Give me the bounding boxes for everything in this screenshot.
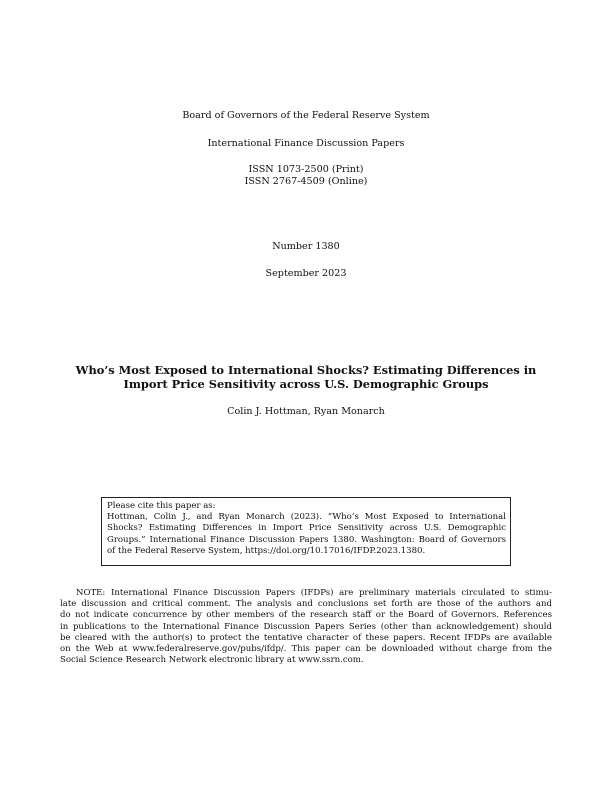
issue-date: September 2023 — [265, 268, 347, 279]
note-line: be cleared with the author(s) to protect the tentative character of these papers. Recent IFDPs are available — [60, 632, 552, 643]
note-line: NOTE: International Finance Discussion Papers (IFDPs) are preliminary materials circulated to stimu- — [76, 588, 552, 598]
paper-authors: Colin J. Hottman, Ryan Monarch — [227, 406, 385, 417]
paper-title-line-2: Import Price Sensitivity across U.S. Demographic Groups — [123, 376, 489, 391]
note-line: Social Science Research Network electronic library at www.ssrn.com. — [60, 655, 364, 666]
issn-print: ISSN 1073-2500 (Print) — [248, 164, 364, 175]
issn-online: ISSN 2767-4509 (Online) — [244, 176, 368, 187]
paper-title — [60, 364, 552, 391]
institution-name: Board of Governors of the Federal Reserve System — [182, 110, 430, 121]
note-line: in publications to the International Finance Discussion Papers Series (other than acknowledgement) should — [60, 621, 552, 632]
citation-line: Please cite this paper as: — [107, 501, 216, 511]
note-line: on the Web at www.federalreserve.gov/pubs/ifdp/. This paper can be downloaded without charge from the — [60, 644, 552, 655]
citation-line: Groups.” International Finance Discussion Papers 1380. Washington: Board of Governors — [107, 534, 506, 545]
disclaimer-note — [60, 588, 552, 666]
citation-line: Shocks? Estimating Differences in Import Price Sensitivity across U.S. Demographic — [107, 523, 506, 534]
citation-line: of the Federal Reserve System, https://doi.org/10.17016/IFDP.2023.1380. — [107, 545, 426, 556]
citation-box — [101, 497, 511, 566]
series-name: International Finance Discussion Papers — [207, 138, 405, 149]
note-line: do not indicate concurrence by other members of the research staff or the Board of Governors. References — [60, 610, 552, 621]
paper-title-line-1: Who’s Most Exposed to International Shocks? Estimating Differences in — [75, 363, 537, 377]
issue-number: Number 1380 — [272, 241, 340, 252]
citation-line: Hottman, Colin J., and Ryan Monarch (2023). “Who’s Most Exposed to International — [107, 512, 506, 523]
note-line: late discussion and critical comment. The analysis and conclusions set forth are those of the authors and — [60, 599, 552, 610]
